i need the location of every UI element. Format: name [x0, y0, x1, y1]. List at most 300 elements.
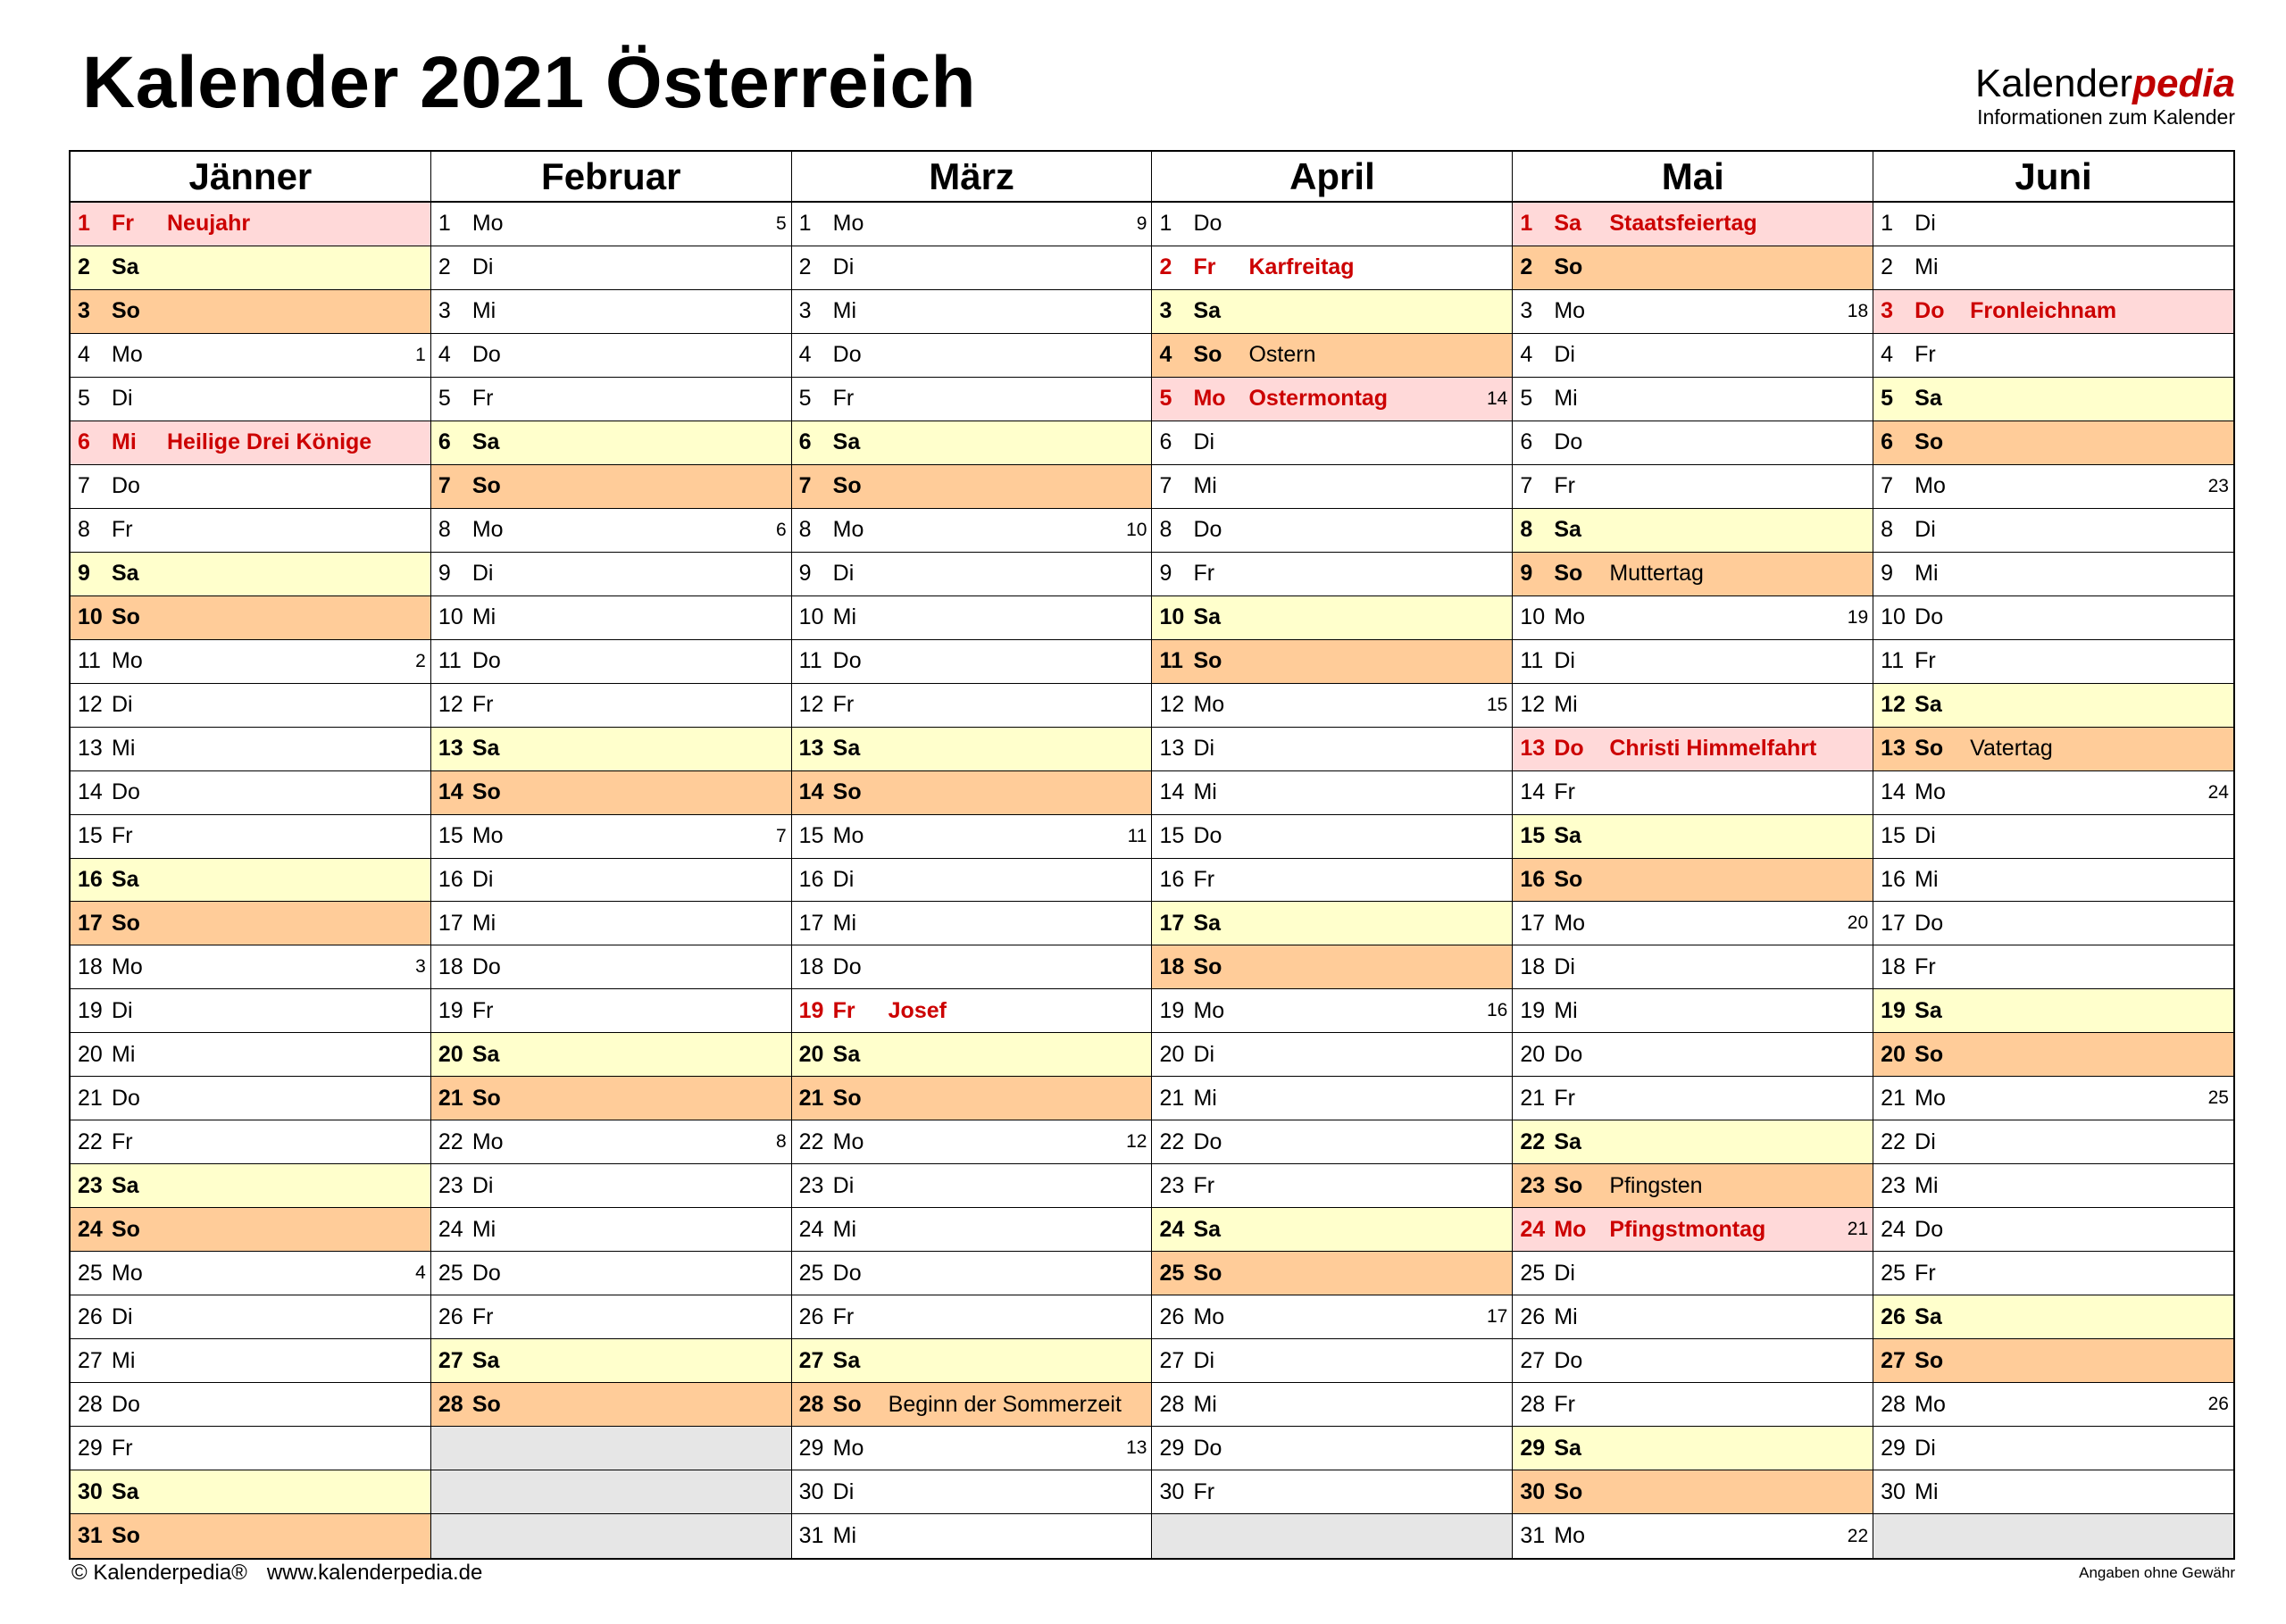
- weekday-label: Do: [112, 779, 140, 805]
- website-link[interactable]: www.kalenderpedia.de: [266, 1561, 483, 1585]
- event-label: Beginn der Sommerzeit: [888, 1391, 1122, 1417]
- day-number: 16: [1159, 866, 1185, 892]
- weekday-label: Mi: [1554, 997, 1578, 1023]
- day-row: [431, 1164, 791, 1208]
- day-number: 29: [78, 1435, 103, 1461]
- day-row: [431, 1033, 791, 1077]
- day-number: 12: [1520, 692, 1546, 718]
- weekday-label: Do: [832, 342, 862, 368]
- weekday-label: So: [471, 1391, 501, 1417]
- weekday-label: Di: [1554, 1260, 1575, 1286]
- weekday-label: Mo: [832, 1128, 864, 1154]
- weekday-label: Sa: [1915, 692, 1942, 718]
- day-number: 2: [78, 254, 90, 280]
- day-row: [1873, 203, 2233, 246]
- weekday-label: Do: [1554, 1347, 1583, 1373]
- day-number: 4: [1520, 342, 1533, 368]
- day-row: [431, 771, 791, 815]
- disclaimer-text: Angaben ohne Gewähr: [2079, 1564, 2235, 1581]
- month-header: Februar: [431, 152, 791, 203]
- weekday-label: Mi: [1915, 1478, 1939, 1504]
- month-column: [1873, 152, 2233, 1558]
- event-label: Fronleichnam: [1970, 298, 2117, 324]
- day-number: 5: [1159, 386, 1172, 412]
- weekday-label: Do: [832, 1260, 862, 1286]
- weekday-label: So: [112, 910, 140, 936]
- day-row: [1152, 1252, 1512, 1295]
- day-row: [792, 553, 1152, 596]
- weekday-label: Do: [471, 1260, 501, 1286]
- weekday-label: Fr: [832, 692, 855, 718]
- weekday-label: Sa: [1554, 1128, 1581, 1154]
- day-number: 24: [1159, 1216, 1185, 1242]
- weekday-label: Di: [1193, 1041, 1215, 1067]
- day-number: 23: [78, 1172, 103, 1198]
- day-number: 7: [1520, 473, 1533, 499]
- weekday-label: Sa: [1554, 823, 1581, 849]
- day-number: 24: [438, 1216, 463, 1242]
- weekday-label: Sa: [471, 1347, 500, 1373]
- day-number: 29: [1159, 1435, 1185, 1461]
- day-row: [1873, 859, 2233, 903]
- day-row: [71, 902, 430, 945]
- weekday-label: Di: [832, 254, 855, 280]
- day-number: 22: [798, 1128, 824, 1154]
- brand-name-plain: Kalender: [1974, 62, 2133, 105]
- day-number: 14: [78, 779, 103, 805]
- week-number: 3: [415, 956, 426, 978]
- day-number: 6: [78, 429, 90, 455]
- day-row: [1152, 421, 1512, 465]
- day-number: 17: [78, 910, 103, 936]
- day-number: 8: [438, 517, 451, 543]
- day-number: 28: [438, 1391, 463, 1417]
- day-row: [431, 1120, 791, 1164]
- day-row: [1152, 1295, 1512, 1339]
- day-row: [431, 596, 791, 640]
- day-number: 1: [1881, 211, 1894, 237]
- weekday-label: Sa: [1915, 997, 1942, 1023]
- day-list: [792, 203, 1152, 1558]
- day-row: [71, 1208, 430, 1252]
- calendar-grid: [69, 150, 2235, 1560]
- weekday-label: Fr: [832, 386, 855, 412]
- event-label: Pfingsten: [1609, 1172, 1703, 1198]
- day-list: [1873, 203, 2233, 1558]
- weekday-label: Mo: [832, 823, 864, 849]
- day-row: [71, 1077, 430, 1120]
- weekday-label: Di: [112, 692, 133, 718]
- day-number: 20: [1159, 1041, 1185, 1067]
- weekday-label: Do: [1193, 517, 1222, 543]
- day-number: 3: [798, 298, 812, 324]
- day-row: [792, 1120, 1152, 1164]
- weekday-label: Mo: [1193, 997, 1225, 1023]
- weekday-label: So: [1554, 561, 1583, 587]
- brand-logo[interactable]: [1975, 64, 2235, 130]
- day-row: [792, 989, 1152, 1033]
- day-row: [1513, 684, 1873, 728]
- day-number: 24: [798, 1216, 824, 1242]
- weekday-label: Do: [1193, 1128, 1222, 1154]
- weekday-label: Do: [112, 473, 140, 499]
- weekday-label: Di: [471, 254, 494, 280]
- day-row: [1873, 684, 2233, 728]
- week-number: 11: [1127, 825, 1147, 846]
- day-number: 5: [1520, 386, 1533, 412]
- day-number: 2: [798, 254, 812, 280]
- weekday-label: Sa: [112, 561, 139, 587]
- week-number: 18: [1847, 300, 1869, 321]
- day-number: 23: [1881, 1172, 1906, 1198]
- day-row: [71, 596, 430, 640]
- day-number: 1: [798, 211, 812, 237]
- day-row: [1152, 1077, 1512, 1120]
- day-row: [1873, 1470, 2233, 1514]
- day-number: 18: [1159, 954, 1185, 979]
- weekday-label: Sa: [832, 736, 861, 762]
- day-row: [1513, 728, 1873, 771]
- day-number: 25: [1881, 1260, 1906, 1286]
- day-number: 31: [798, 1523, 824, 1549]
- weekday-label: Do: [112, 1085, 140, 1111]
- day-number: 12: [1159, 692, 1185, 718]
- day-number: 25: [1159, 1260, 1185, 1286]
- weekday-label: Mo: [112, 954, 143, 979]
- day-row: [1513, 334, 1873, 378]
- weekday-label: Mi: [471, 1216, 496, 1242]
- weekday-label: Fr: [1193, 1172, 1215, 1198]
- weekday-label: Do: [1915, 298, 1945, 324]
- weekday-label: Di: [471, 561, 494, 587]
- day-row: [1513, 378, 1873, 421]
- day-row: [1513, 1339, 1873, 1383]
- weekday-label: Sa: [1915, 386, 1942, 412]
- weekday-label: So: [112, 604, 140, 630]
- day-number: 10: [798, 604, 824, 630]
- day-row: [792, 290, 1152, 334]
- weekday-label: Sa: [471, 429, 500, 455]
- day-row: [792, 1339, 1152, 1383]
- day-row: [1873, 1164, 2233, 1208]
- day-number: 20: [798, 1041, 824, 1067]
- day-number: 25: [78, 1260, 103, 1286]
- weekday-label: So: [1915, 1041, 1944, 1067]
- weekday-label: Mo: [471, 517, 504, 543]
- day-row: [431, 421, 791, 465]
- day-number: 18: [78, 954, 103, 979]
- day-row: [71, 334, 430, 378]
- day-number: 30: [1159, 1478, 1185, 1504]
- weekday-label: Fr: [1915, 1260, 1936, 1286]
- weekday-label: Di: [1915, 517, 1936, 543]
- weekday-label: Mo: [1193, 1303, 1225, 1329]
- day-number: 27: [1159, 1347, 1185, 1373]
- weekday-label: So: [1554, 254, 1583, 280]
- day-row: [71, 465, 430, 509]
- day-row: [1513, 509, 1873, 553]
- day-number: 21: [78, 1085, 103, 1111]
- day-number: 5: [78, 386, 90, 412]
- day-number: 1: [438, 211, 451, 237]
- weekday-label: So: [1915, 1347, 1944, 1373]
- month-header: Mai: [1513, 152, 1873, 203]
- weekday-label: Sa: [832, 1347, 861, 1373]
- day-number: 27: [78, 1347, 103, 1373]
- weekday-label: Mo: [471, 823, 504, 849]
- weekday-label: Fr: [1554, 1085, 1575, 1111]
- day-number: 9: [78, 561, 90, 587]
- day-row: [1152, 553, 1512, 596]
- day-number: 12: [78, 692, 103, 718]
- day-row: [1152, 640, 1512, 684]
- weekday-label: Sa: [832, 429, 861, 455]
- day-number: 7: [798, 473, 812, 499]
- day-number: 3: [78, 298, 90, 324]
- week-number: 10: [1126, 519, 1147, 540]
- day-row: [792, 421, 1152, 465]
- weekday-label: Mo: [112, 342, 143, 368]
- day-number: 8: [1159, 517, 1172, 543]
- day-number: 12: [798, 692, 824, 718]
- day-row: [1513, 1164, 1873, 1208]
- day-list: [431, 203, 791, 1558]
- day-row: [1152, 1208, 1512, 1252]
- day-number: 4: [1159, 342, 1172, 368]
- weekday-label: So: [832, 1085, 862, 1111]
- day-number: 29: [1881, 1435, 1906, 1461]
- day-number: 10: [1520, 604, 1546, 630]
- weekday-label: Sa: [112, 254, 139, 280]
- day-row: [1513, 945, 1873, 989]
- week-number: 14: [1486, 387, 1508, 409]
- day-row: [1513, 859, 1873, 903]
- day-row: [1513, 203, 1873, 246]
- weekday-label: Di: [1554, 648, 1575, 674]
- day-row: [792, 1033, 1152, 1077]
- weekday-label: So: [1915, 736, 1944, 762]
- week-number: 12: [1126, 1131, 1147, 1153]
- day-number: 8: [1881, 517, 1894, 543]
- weekday-label: Mo: [832, 211, 864, 237]
- day-number: 27: [438, 1347, 463, 1373]
- day-number: 16: [798, 866, 824, 892]
- day-row: [792, 1077, 1152, 1120]
- weekday-label: Fr: [832, 1303, 855, 1329]
- weekday-label: Mo: [1554, 1523, 1586, 1549]
- day-row: [1513, 902, 1873, 945]
- weekday-label: Mi: [1193, 779, 1217, 805]
- weekday-label: Mo: [1915, 1391, 1946, 1417]
- weekday-label: Sa: [1554, 211, 1581, 237]
- weekday-label: So: [112, 298, 140, 324]
- weekday-label: Fr: [1193, 866, 1215, 892]
- day-row: [1513, 421, 1873, 465]
- day-row: [792, 771, 1152, 815]
- week-number: 13: [1126, 1437, 1147, 1459]
- day-number: 11: [1881, 648, 1905, 674]
- week-number: 22: [1847, 1525, 1869, 1546]
- weekday-label: So: [832, 779, 862, 805]
- day-row: [1513, 1252, 1873, 1295]
- weekday-label: Mi: [1915, 866, 1939, 892]
- day-row: [71, 989, 430, 1033]
- day-number: 19: [1520, 997, 1546, 1023]
- day-number: 30: [1520, 1478, 1546, 1504]
- day-number: 14: [798, 779, 824, 805]
- weekday-label: Fr: [112, 211, 134, 237]
- day-number: 13: [1881, 736, 1906, 762]
- empty-day-cell: [1873, 1514, 2233, 1558]
- weekday-label: Di: [1193, 1347, 1215, 1373]
- day-row: [431, 465, 791, 509]
- week-number: 26: [2207, 1394, 2229, 1415]
- weekday-label: Mi: [1915, 561, 1939, 587]
- weekday-label: Fr: [471, 692, 494, 718]
- weekday-label: Mo: [1915, 1085, 1946, 1111]
- day-row: [792, 509, 1152, 553]
- week-number: 17: [1486, 1306, 1508, 1328]
- weekday-label: Mi: [112, 1041, 136, 1067]
- day-number: 11: [438, 648, 462, 674]
- day-row: [1513, 465, 1873, 509]
- day-row: [431, 509, 791, 553]
- day-number: 13: [798, 736, 824, 762]
- weekday-label: Sa: [112, 1478, 139, 1504]
- day-row: [1873, 989, 2233, 1033]
- weekday-label: Mi: [1193, 473, 1217, 499]
- weekday-label: Fr: [471, 997, 494, 1023]
- week-number: 23: [2207, 475, 2229, 496]
- day-number: 23: [1520, 1172, 1546, 1198]
- day-number: 10: [438, 604, 463, 630]
- day-row: [71, 1295, 430, 1339]
- day-number: 7: [1159, 473, 1172, 499]
- day-number: 31: [78, 1523, 103, 1549]
- event-label: Staatsfeiertag: [1609, 211, 1757, 237]
- day-row: [431, 945, 791, 989]
- day-row: [431, 684, 791, 728]
- day-row: [792, 334, 1152, 378]
- weekday-label: Di: [832, 561, 855, 587]
- weekday-label: Di: [471, 1172, 494, 1198]
- weekday-label: So: [1193, 342, 1222, 368]
- weekday-label: Mi: [471, 910, 496, 936]
- day-number: 1: [1520, 211, 1533, 237]
- day-number: 14: [1881, 779, 1906, 805]
- day-row: [1152, 815, 1512, 859]
- day-row: [1152, 989, 1512, 1033]
- event-label: Heilige Drei Könige: [167, 429, 372, 455]
- day-row: [1513, 1470, 1873, 1514]
- day-number: 17: [798, 910, 824, 936]
- day-number: 5: [438, 386, 451, 412]
- day-number: 19: [1881, 997, 1906, 1023]
- day-number: 1: [1159, 211, 1172, 237]
- week-number: 16: [1486, 1000, 1508, 1021]
- day-row: [1873, 1208, 2233, 1252]
- weekday-label: Mi: [832, 604, 857, 630]
- weekday-label: Sa: [471, 1041, 500, 1067]
- day-number: 28: [1159, 1391, 1185, 1417]
- day-number: 23: [798, 1172, 824, 1198]
- day-row: [431, 290, 791, 334]
- day-number: 9: [798, 561, 812, 587]
- day-row: [71, 859, 430, 903]
- day-row: [1873, 246, 2233, 290]
- weekday-label: Mo: [471, 211, 504, 237]
- day-row: [1873, 1120, 2233, 1164]
- day-number: 30: [1881, 1478, 1906, 1504]
- weekday-label: Mi: [832, 910, 857, 936]
- weekday-label: Fr: [1915, 342, 1936, 368]
- day-row: [1513, 640, 1873, 684]
- day-row: [792, 378, 1152, 421]
- day-row: [71, 203, 430, 246]
- day-number: 21: [1881, 1085, 1906, 1111]
- day-number: 28: [798, 1391, 824, 1417]
- day-row: [792, 465, 1152, 509]
- day-number: 11: [1159, 648, 1183, 674]
- weekday-label: Mo: [1554, 910, 1586, 936]
- day-row: [431, 334, 791, 378]
- day-row: [431, 859, 791, 903]
- day-row: [792, 684, 1152, 728]
- day-number: 11: [78, 648, 101, 674]
- day-number: 17: [438, 910, 463, 936]
- day-list: [1152, 203, 1512, 1558]
- day-row: [71, 1120, 430, 1164]
- weekday-label: Mi: [1915, 254, 1939, 280]
- weekday-label: Fr: [1554, 473, 1575, 499]
- day-row: [1152, 771, 1512, 815]
- day-number: 26: [1520, 1303, 1546, 1329]
- day-row: [792, 640, 1152, 684]
- week-number: 9: [1136, 212, 1147, 234]
- day-row: [1152, 596, 1512, 640]
- day-number: 4: [438, 342, 451, 368]
- day-number: 24: [1520, 1216, 1546, 1242]
- month-column: [71, 152, 430, 1558]
- footer-left: [71, 1561, 482, 1586]
- day-row: [431, 203, 791, 246]
- day-number: 23: [438, 1172, 463, 1198]
- day-number: 17: [1520, 910, 1546, 936]
- day-row: [1513, 815, 1873, 859]
- day-row: [792, 1383, 1152, 1427]
- day-number: 2: [1159, 254, 1172, 280]
- day-row: [792, 945, 1152, 989]
- day-number: 10: [78, 604, 103, 630]
- day-row: [1513, 1077, 1873, 1120]
- day-row: [792, 203, 1152, 246]
- day-row: [431, 1077, 791, 1120]
- day-number: 3: [1520, 298, 1533, 324]
- day-row: [1152, 465, 1512, 509]
- day-row: [431, 902, 791, 945]
- empty-day-cell: [431, 1427, 791, 1470]
- weekday-label: Do: [832, 648, 862, 674]
- weekday-label: Sa: [112, 1172, 139, 1198]
- day-row: [1873, 728, 2233, 771]
- day-list: [71, 203, 430, 1558]
- day-number: 9: [1881, 561, 1894, 587]
- day-row: [71, 378, 430, 421]
- day-number: 25: [798, 1260, 824, 1286]
- weekday-label: Do: [1554, 736, 1584, 762]
- day-row: [1152, 1120, 1512, 1164]
- weekday-label: Mi: [1193, 1391, 1217, 1417]
